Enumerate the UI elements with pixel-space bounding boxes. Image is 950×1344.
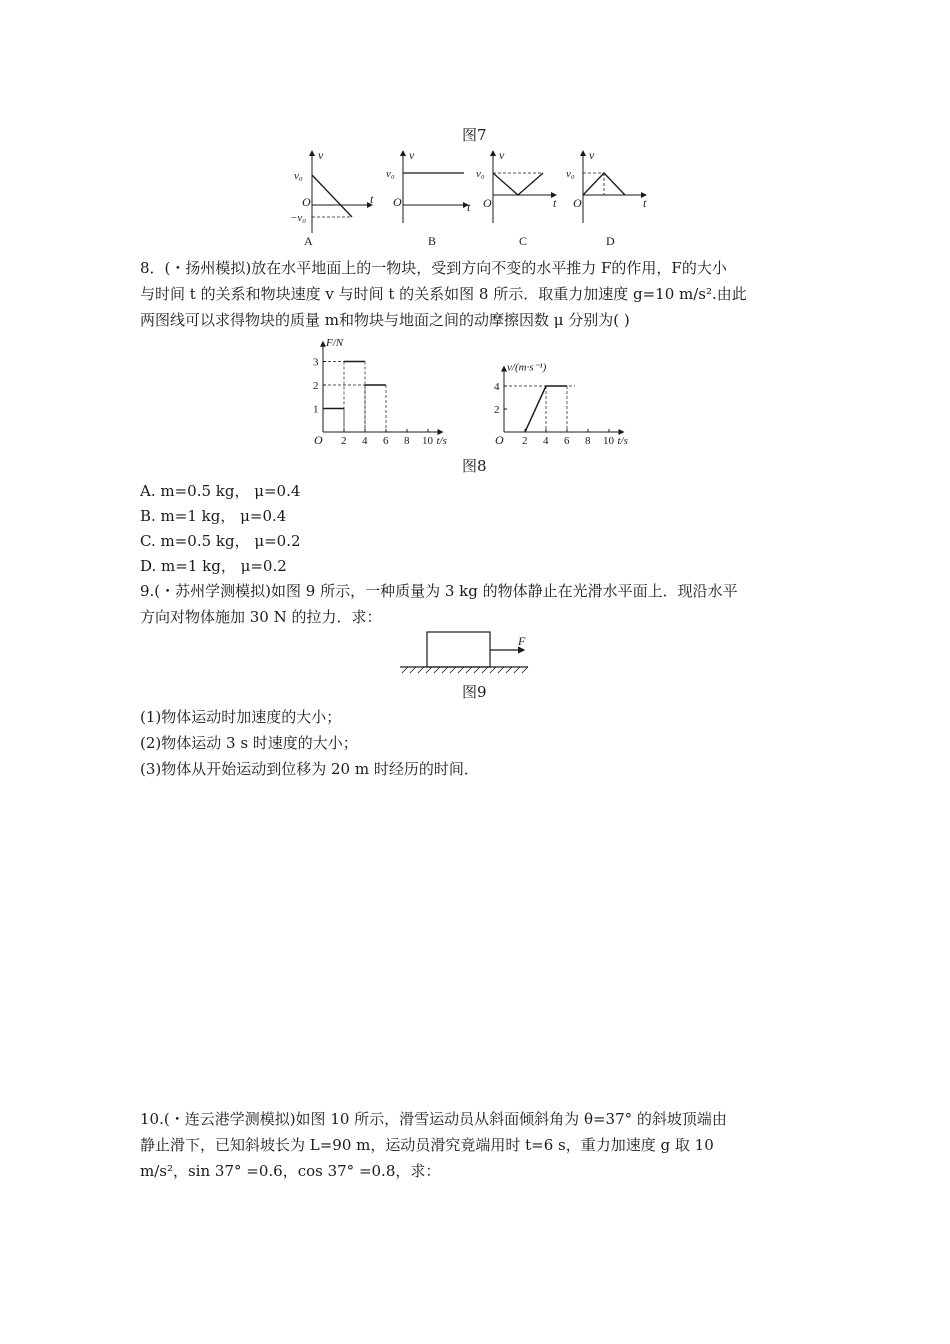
fig8-caption: 图8 bbox=[462, 457, 487, 475]
fig9-block bbox=[427, 632, 490, 667]
q10-line-3: m/s²，sin 37° =0.6，cos 37° =0.8，求： bbox=[140, 1162, 441, 1180]
fig7-a-v0: v₀ bbox=[294, 170, 303, 182]
f-xlabel: t/s bbox=[436, 435, 447, 447]
fig7-b-letter: B bbox=[428, 234, 437, 245]
q9-sub-1: (1)物体运动时加速度的大小； bbox=[140, 708, 342, 726]
q9-sub-3: (3)物体从开始运动到位移为 20 m 时经历的时间． bbox=[140, 760, 479, 778]
q8-option-b: B. m=1 kg， μ=0.4 bbox=[140, 507, 287, 525]
fig7-b-t: t bbox=[467, 200, 471, 214]
fig7-c-line bbox=[493, 173, 543, 195]
fig7-a-origin: O bbox=[302, 195, 311, 209]
fig7-panel-b bbox=[386, 148, 471, 245]
fig7-c-origin: O bbox=[483, 196, 492, 210]
fig7-d-letter: D bbox=[606, 234, 615, 245]
fig7-a-line bbox=[312, 175, 352, 217]
q10-line-2: 静止滑下，已知斜坡长为 L=90 m，运动员滑究竟端用时 t=6 s，重力加速度 g 取 10 bbox=[140, 1136, 714, 1154]
v-ytick-label: 4 bbox=[494, 381, 500, 393]
f-origin: O bbox=[314, 433, 323, 447]
f-xtick-label: 10 bbox=[422, 435, 433, 447]
fig7-d-v: v bbox=[589, 148, 595, 162]
f-ytick-label: 3 bbox=[313, 356, 319, 369]
fig7-b-v0: v₀ bbox=[386, 168, 395, 180]
fig7-c-v0: v₀ bbox=[476, 168, 485, 180]
q8-line-3: 两图线可以求得物块的质量 m和物块与地面之间的动摩擦因数 μ 分别为( ) bbox=[140, 311, 630, 329]
fig7-c-v: v bbox=[499, 148, 505, 162]
q8-line-2: 与时间 t 的关系和物块速度 v 与时间 t 的关系如图 8 所示．取重力加速度 g=10 m/s².由此 bbox=[140, 285, 747, 303]
fig9-force-label: F bbox=[518, 634, 526, 648]
fig7-d-v0: v₀ bbox=[566, 168, 575, 180]
fig7-caption: 图7 bbox=[462, 126, 487, 144]
fig7-panel-c bbox=[476, 148, 557, 245]
fig7-panel-a bbox=[290, 148, 374, 245]
fig7-a-v: v bbox=[318, 148, 324, 162]
fig9-diagram bbox=[0, 628, 950, 678]
fig7-d-t: t bbox=[643, 196, 647, 210]
q8-option-a: A. m=0.5 kg， μ=0.4 bbox=[140, 482, 301, 500]
q8-option-d: D. m=1 kg， μ=0.2 bbox=[140, 557, 287, 575]
fig7-b-origin: O bbox=[393, 195, 402, 209]
v-xtick-label: 4 bbox=[543, 435, 549, 447]
f-ylabel: F/N bbox=[326, 336, 344, 349]
fig7-c-t: t bbox=[553, 196, 557, 210]
fig7-b-v: v bbox=[409, 148, 415, 162]
v-xtick-label: 6 bbox=[564, 435, 570, 447]
fig7-a-negv0: −v₀ bbox=[290, 212, 307, 224]
v-ytick-label: 2 bbox=[494, 404, 500, 416]
q10-line-1: 10.(・连云港学测模拟)如图 10 所示，滑雪运动员从斜面倾斜角为 θ=37° 的斜坡顶端由 bbox=[140, 1110, 727, 1128]
fig7-a-letter: A bbox=[304, 234, 313, 245]
f-xtick-label: 2 bbox=[341, 435, 347, 447]
v-xtick-label: 10 bbox=[603, 435, 614, 447]
fig7-d-origin: O bbox=[573, 196, 582, 210]
f-xtick-label: 8 bbox=[404, 435, 410, 447]
fig7-a-t: t bbox=[370, 192, 374, 206]
v-xlabel: t/s bbox=[617, 435, 628, 447]
q8-option-c: C. m=0.5 kg， μ=0.2 bbox=[140, 532, 301, 550]
q9-sub-2: (2)物体运动 3 s 时速度的大小； bbox=[140, 734, 358, 752]
fig7-panel-d bbox=[566, 148, 647, 245]
v-xtick-label: 8 bbox=[585, 435, 591, 447]
fig8-graphs bbox=[0, 330, 950, 455]
f-ytick-label: 2 bbox=[313, 380, 319, 392]
q9-line-1: 9.(・苏州学测模拟)如图 9 所示，一种质量为 3 kg 的物体静止在光滑水平面上．现沿水平 bbox=[140, 582, 738, 600]
fig7-graphs bbox=[0, 145, 950, 245]
fig7-c-letter: C bbox=[519, 234, 528, 245]
f-ytick-label: 1 bbox=[313, 403, 319, 416]
q8-line-1: 8．(・扬州模拟)放在水平地面上的一物块，受到方向不变的水平推力 F的作用，F的大小 bbox=[140, 259, 727, 277]
f-xtick-label: 4 bbox=[362, 435, 368, 447]
f-xtick-label: 6 bbox=[383, 435, 389, 447]
q9-line-2: 方向对物体施加 30 N 的拉力．求： bbox=[140, 608, 382, 626]
fig9-caption: 图9 bbox=[462, 683, 487, 701]
v-xtick-label: 2 bbox=[522, 435, 528, 447]
v-ylabel: v/(m·s⁻¹) bbox=[507, 361, 547, 374]
v-origin: O bbox=[495, 433, 504, 447]
